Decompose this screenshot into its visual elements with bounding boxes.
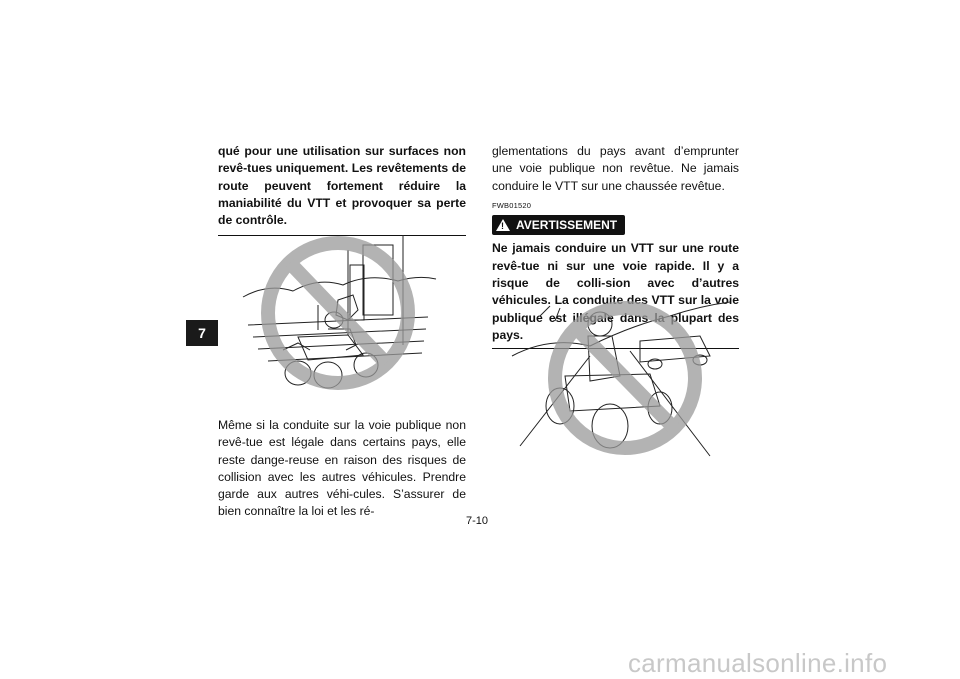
left-body-text: Même si la conduite sur la voie publique non revê-tue est légale dans certains pays, elle reste dange-reuse en raison des risques de collision avec les autres véhicules. Prendre garde aux autres véhi-cules. S’assurer de bien connaître la loi et les ré- — [218, 418, 466, 519]
page-number: 7-10 — [466, 515, 489, 527]
right-warning-text: Ne jamais conduire un VTT sur une route revê-tue ni sur une voie rapide. Il y a risque de colli-sion avec d’autres véhicules. La conduite des VTT sur la voie publique est illégale dans la plupart des pays. — [492, 240, 739, 349]
warning-icon: ! — [496, 219, 510, 231]
warning-label: AVERTISSEMENT — [516, 217, 618, 232]
left-warning-text: qué pour une utilisation sur surfaces non revê-tues uniquement. Les revêtements de route peuvent fortement réduire la maniabilité du VTT et provoquer sa perte de contrôle. — [218, 143, 466, 236]
chapter-tab-label: 7 — [198, 325, 206, 341]
figure-atv-on-highway — [510, 296, 732, 466]
left-column — [218, 143, 466, 236]
right-body-text: glementations du pays avant d’emprunter une voie publique non revêtue. Ne jamais conduire le VTT sur une chaussée revêtue. — [492, 144, 739, 193]
figure-atv-on-paved-road — [238, 225, 438, 395]
footer-watermark: carmanualsonline.info — [628, 648, 888, 678]
warning-badge — [492, 215, 625, 235]
reference-code: FWB01520 — [492, 200, 532, 210]
chapter-tab — [186, 320, 218, 346]
